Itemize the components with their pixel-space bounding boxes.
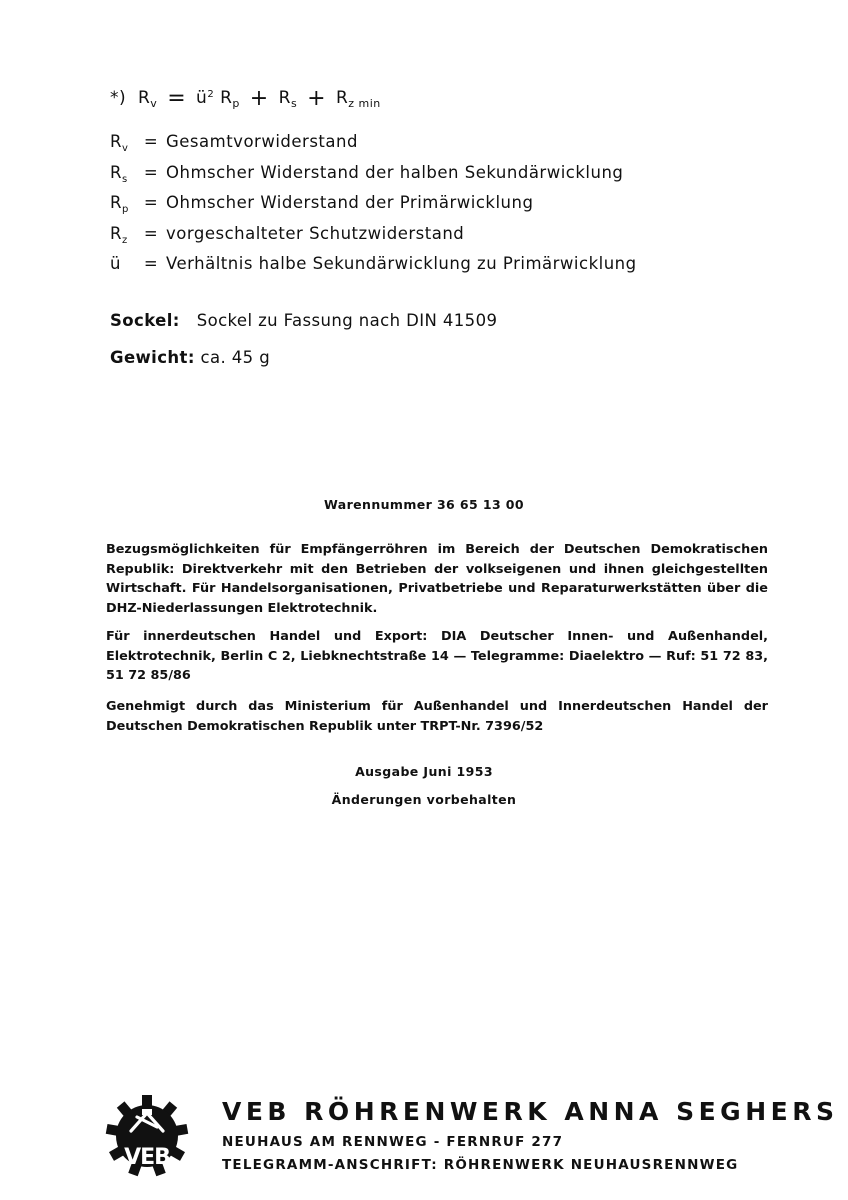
formula-equals: = [167,86,187,111]
legend-row [110,132,750,163]
legend-symbol: ü [110,254,121,273]
telegram-address: TELEGRAMM-ANSCHRIFT: RÖHRENWERK NEUHAUSRENNWEG [222,1157,739,1173]
legend-row [110,224,750,255]
legend-row [110,193,750,224]
formula [110,86,381,111]
formula-term3-subscript: z min [348,97,381,110]
legend-row [110,254,750,285]
legend-description: vorgeschalteter Schutzwiderstand [166,223,465,243]
formula-lhs-symbol: R [137,88,151,108]
legend-symbol: $R_z$ [110,223,128,246]
company-name: VEB RÖHRENWERK ANNA SEGHERS [222,1097,839,1126]
weight-value: ca. 45 g [200,348,271,367]
company-address: NEUHAUS AM RENNWEG - FERNRUF 277 [222,1134,564,1150]
veb-logo [104,1084,190,1178]
formula-term1-factor: ü [196,88,208,108]
symbol-legend [110,132,750,285]
legend-description: Verhältnis halbe Sekundärwicklung zu Primärwicklung [166,254,637,273]
weight-label: Gewicht: [110,348,195,367]
legend-row [110,163,750,194]
veb-gear-emblem-icon [104,1084,190,1178]
formula-term2-symbol: R [278,88,291,108]
formula-term1-symbol: R [220,88,233,108]
formula-term1-exponent: 2 [207,89,215,100]
approval-paragraph: Genehmigt durch das Ministerium für Außenhandel und Innerdeutschen Handel der Deutschen Demokratischen Republik unter TRPT-Nr. 7396/52 [106,699,768,734]
changes-reserved-note: Änderungen vorbehalten [331,792,517,807]
legend-symbol: $R_s$ [110,162,128,185]
export-info-paragraph: Für innerdeutschen Handel und Export: DIA Deutscher Innen- und Außenhandel, Elektrotechnik, Berlin C 2, Liebknechtstraße 14 — Telegramme: Diaelektro — Ruf: 51 72 83, 51 72 85/86 [106,629,768,683]
formula-term3-symbol: R [335,88,349,108]
legend-equals: = [143,132,159,151]
edition-date: Ausgabe Juni 1953 [355,764,493,779]
formula-prefix: *) [110,88,127,108]
legend-description: Ohmscher Widerstand der halben Sekundärwicklung [166,162,624,182]
formula-lhs-subscript: v [150,97,158,110]
legend-symbol: $R_v$ [110,132,129,154]
article-number: Warennummer 36 65 13 00 [324,497,524,512]
socket-label: Sockel: [110,311,180,330]
legend-equals: = [143,254,159,273]
formula-plus-2: + [307,86,327,111]
legend-description: Ohmscher Widerstand der Primärwicklung [166,193,534,212]
legend-description: Gesamtvorwiderstand [166,132,358,151]
legend-equals: = [143,223,159,243]
legend-symbol: $R_p$ [110,193,129,215]
supply-info-paragraph: Bezugsmöglichkeiten für Empfängerröhren im Bereich der Deutschen Demokratischen Republik: Direktverkehr mit den Betrieben der volkseigenen und ihnen gleichgestellten Wirtschaft. Für Handelsorganisationen, Privatbetriebe und Reparaturwerkstätten über die DHZ-Niederlassungen Elektrotechnik. [106,542,768,616]
legend-equals: = [143,162,159,182]
formula-plus-1: + [249,86,269,111]
socket-spec [110,311,497,330]
weight-spec [110,348,270,367]
formula-term1-subscript: p [232,97,240,110]
veb-logo-text: VEB [124,1145,170,1170]
formula-term2-subscript: s [290,97,298,110]
socket-value: Sockel zu Fassung nach DIN 41509 [196,311,498,330]
legend-equals: = [143,193,159,212]
